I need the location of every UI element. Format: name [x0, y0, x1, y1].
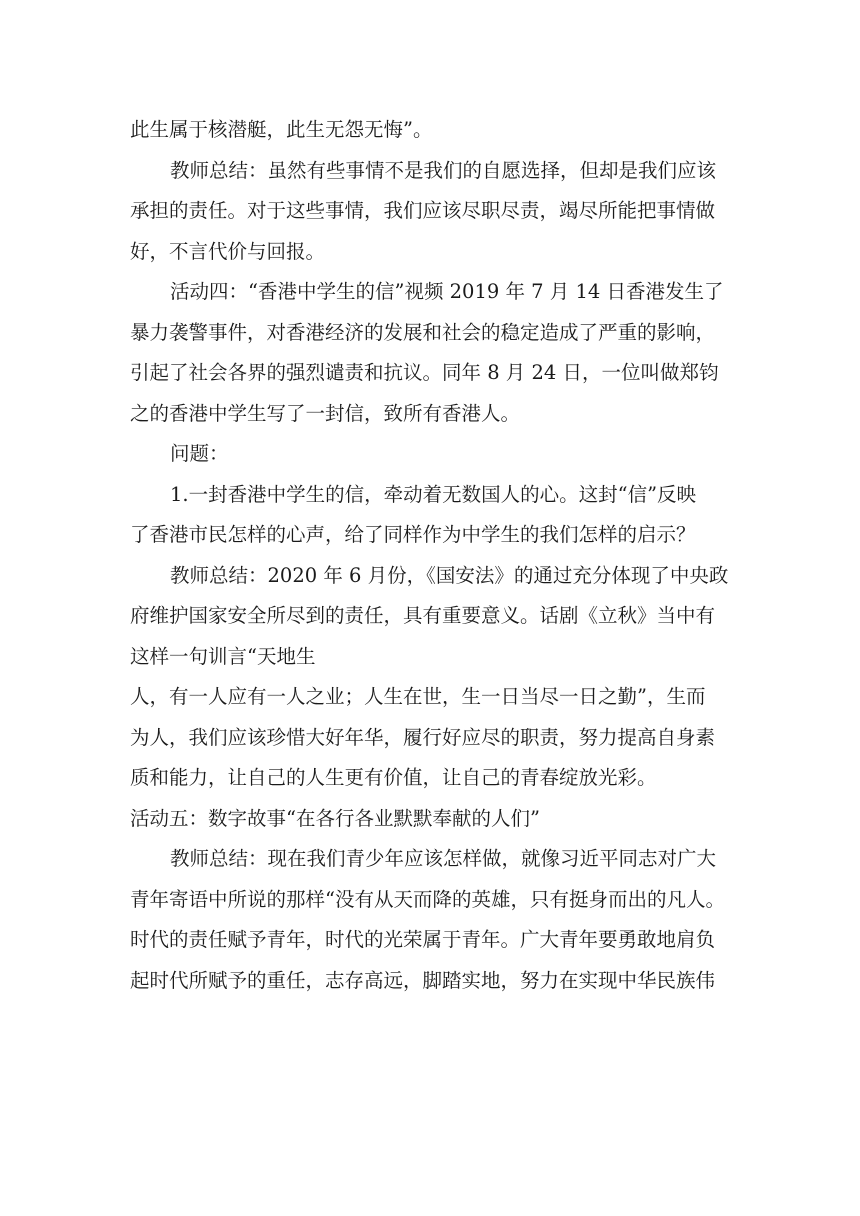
text-line: 这样一句训言“天地生 [130, 644, 316, 668]
text-line: 人，有一人应有一人之业；人生在世，生一日当尽一日之勤”，生而 [130, 685, 706, 708]
text-line: 承担的责任。对于这些事情，我们应该尽职尽责，竭尽所能把事情做 [130, 199, 716, 222]
text-line: 教师总结：现在我们青少年应该怎样做，就像习近平同志对广大 [170, 847, 717, 870]
text-line: 好，不言代价与回报。 [130, 239, 326, 263]
text-line: 问题： [170, 442, 229, 465]
text-line: 了香港市民怎样的心声，给了同样作为中学生的我们怎样的启示？ [130, 523, 696, 546]
text-line: 之的香港中学生写了一封信，致所有香港人。 [130, 401, 521, 425]
text-line: 教师总结：2020 年 6 月份，《国安法》的通过充分体现了中央政 [170, 563, 729, 587]
text-line: 引起了社会各界的强烈谴责和抗议。同年 8 月 24 日，一位叫做郑钧 [130, 361, 719, 384]
text-line: 青年寄语中所说的那样“没有从天而降的英雄，只有挺身而出的凡人。 [130, 887, 725, 911]
text-line: 质和能力，让自己的人生更有价值，让自己的青春绽放光彩。 [130, 766, 657, 789]
text-line: 此生属于核潜艇，此生无怨无悔”。 [130, 118, 433, 141]
text-line: 为人，我们应该珍惜大好年华，履行好应尽的职责，努力提高自身素 [130, 725, 716, 749]
text-line: 活动四：“香港中学生的信”视频 2019 年 7 月 14 日香港发生了 [170, 280, 724, 303]
text-line: 时代的责任赋予青年，时代的光荣属于青年。广大青年要勇敢地肩负 [130, 928, 716, 951]
text-line: 起时代所赋予的重任，志存高远，脚踏实地，努力在实现中华民族伟 [130, 968, 716, 992]
text-line: 暴力袭警事件，对香港经济的发展和社会的稳定造成了严重的影响， [130, 320, 716, 344]
text-line: 1.一封香港中学生的信，牵动着无数国人的心。这封“信”反映 [170, 482, 697, 506]
document-body [130, 110, 730, 1001]
text-line: 教师总结：虽然有些事情不是我们的自愿选择，但却是我们应该 [170, 158, 717, 182]
text-line: 府维护国家安全所尽到的责任，具有重要意义。话剧《立秋》当中有 [130, 604, 716, 627]
text-line: 活动五：数字故事“在各行各业默默奉献的人们” [130, 806, 540, 830]
